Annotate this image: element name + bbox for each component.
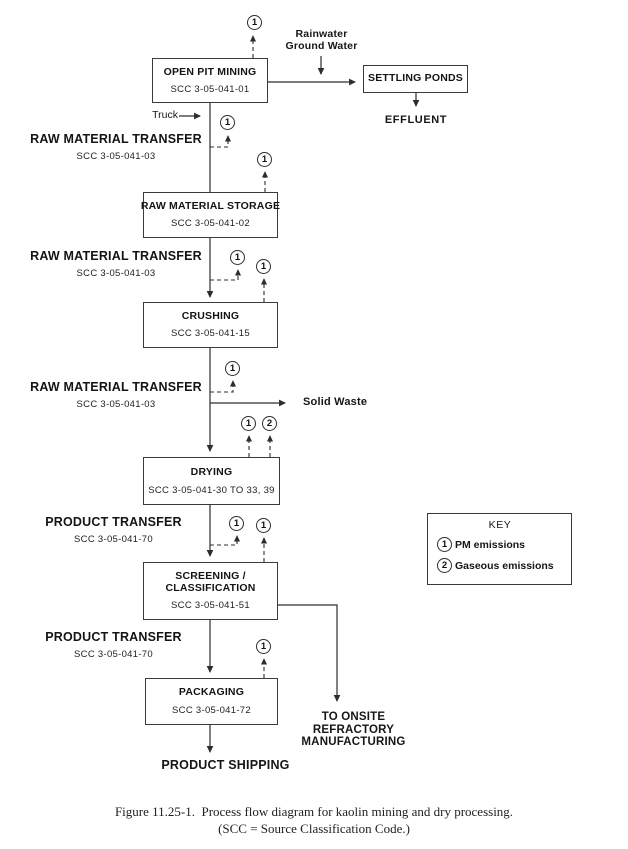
pm-emission-badge: 1 [229, 516, 244, 531]
key-item-gaseous [437, 558, 563, 573]
pm-emission-badge: 1 [256, 259, 271, 274]
figure-caption-line2: (SCC = Source Classification Code.) [218, 821, 410, 836]
node-title: RAW MATERIAL STORAGE [140, 199, 281, 212]
transfer-title: RAW MATERIAL TRANSFER [30, 249, 202, 263]
transfer-title: RAW MATERIAL TRANSFER [30, 380, 202, 394]
rainwater-label-line1: Rainwater [295, 28, 348, 40]
dashed-arrow-product-transfer-1-pm [210, 536, 237, 545]
process-box-settling-ponds [363, 65, 468, 93]
arrow-screening-to-refractory [278, 605, 337, 701]
raw-material-transfer-label-2 [26, 250, 206, 279]
node-scc: SCC 3-05-041-72 [172, 704, 251, 716]
node-scc: SCC 3-05-041-02 [171, 218, 250, 230]
process-box-screening-classification [143, 562, 278, 620]
node-title: DRYING [190, 465, 233, 478]
node-scc: SCC 3-05-041-30 TO 33, 39 [148, 484, 275, 496]
key-item-label: Gaseous emissions [455, 559, 554, 572]
product-transfer-label-2 [36, 631, 191, 660]
process-box-crushing [143, 302, 278, 348]
solid-waste-label: Solid Waste [303, 396, 368, 408]
key-item-label: PM emissions [455, 538, 526, 551]
truck-label: Truck [152, 109, 178, 121]
node-title: OPEN PIT MINING [163, 65, 257, 78]
rainwater-label-line2: Ground Water [285, 40, 358, 52]
figure-caption [0, 803, 628, 837]
transfer-title: RAW MATERIAL TRANSFER [30, 132, 202, 146]
product-transfer-label-1 [36, 516, 191, 545]
transfer-scc: SCC 3-05-041-70 [74, 649, 153, 660]
transfer-scc: SCC 3-05-041-03 [76, 151, 156, 162]
pm-emission-badge: 1 [257, 152, 272, 167]
pm-emission-badge: 1 [241, 416, 256, 431]
process-box-packaging [145, 678, 278, 725]
node-title [165, 571, 255, 594]
rainwater-groundwater-label [274, 28, 369, 52]
pm-emission-badge: 1 [256, 639, 271, 654]
refractory-label-line1: TO ONSITE [321, 711, 386, 723]
transfer-title: PRODUCT TRANSFER [45, 515, 182, 529]
dashed-arrow-raw-transfer-2-pm [210, 270, 238, 280]
node-title: SETTLING PONDS [368, 72, 463, 85]
refractory-label-line3: MANUFACTURING [301, 736, 406, 748]
node-title: PACKAGING [178, 686, 245, 699]
refractory-label-line2: REFRACTORY [312, 723, 395, 736]
node-title-line1: SCREENING / [175, 570, 246, 582]
to-onsite-refractory-label [296, 711, 411, 749]
figure-caption-line1: Figure 11.25-1. Process flow diagram for kaolin mining and dry processing. [114, 804, 514, 819]
transfer-scc: SCC 3-05-041-70 [74, 534, 153, 545]
gaseous-emission-badge: 2 [437, 558, 452, 573]
key-title: KEY [488, 519, 512, 531]
transfer-title: PRODUCT TRANSFER [45, 630, 182, 644]
pm-emission-badge: 1 [256, 518, 271, 533]
process-box-raw-material-storage [140, 192, 281, 238]
pm-emission-badge: 1 [225, 361, 240, 376]
product-shipping-label: PRODUCT SHIPPING [161, 758, 290, 772]
pm-emission-badge: 1 [220, 115, 235, 130]
node-title-line2: CLASSIFICATION [165, 581, 256, 594]
node-scc: SCC 3-05-041-51 [171, 600, 250, 611]
raw-material-transfer-label-1 [26, 133, 206, 162]
process-box-open-pit-mining [152, 58, 268, 103]
transfer-scc: SCC 3-05-041-03 [76, 399, 156, 410]
pm-emission-badge: 1 [230, 250, 245, 265]
node-scc: SCC 3-05-041-01 [170, 83, 250, 95]
key-box [427, 513, 572, 585]
effluent-label: EFFLUENT [384, 114, 448, 126]
pm-emission-badge: 1 [247, 15, 262, 30]
node-scc: SCC 3-05-041-15 [171, 328, 250, 340]
gaseous-emission-badge: 2 [262, 416, 277, 431]
key-item-pm [437, 537, 563, 552]
node-title: CRUSHING [181, 309, 240, 322]
process-box-drying [143, 457, 280, 505]
raw-material-transfer-label-3 [26, 381, 206, 410]
transfer-scc: SCC 3-05-041-03 [76, 268, 156, 279]
dashed-arrow-raw-transfer-1-pm [210, 136, 228, 147]
pm-emission-badge: 1 [437, 537, 452, 552]
dashed-arrow-raw-transfer-3-pm [210, 381, 233, 392]
